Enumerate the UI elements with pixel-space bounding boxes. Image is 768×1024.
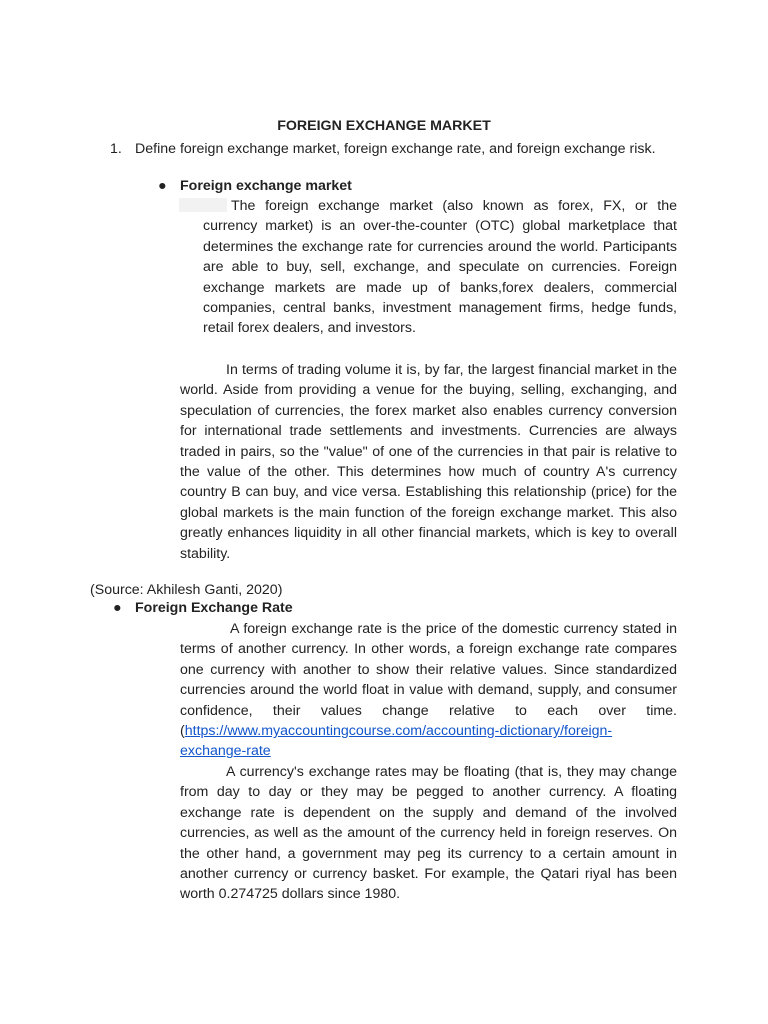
exchange-rate-paragraph-1 bbox=[180, 619, 677, 762]
paragraph-text: The foreign exchange market (also known as forex, FX, or the currency market) is an over-the-counter (OTC) global marketplace that determines the exchange rate for currencies around the world. Participants are able to buy, sell, exchange, and speculate on currencies. Foreign exchange markets are made up of banks,forex dealers, commercial companies, central banks, investment management firms, hedge funds, retail forex dealers, and investors. bbox=[203, 198, 677, 337]
source-citation: (Source: Akhilesh Ganti, 2020) bbox=[90, 582, 283, 598]
forex-market-paragraph-2: In terms of trading volume it is, by far, the largest financial market in the world. Aside from providing a venue for the buying, selling, exchanging, and speculation of currencies, the forex market also enables currency conversion for international trade settlements and investments. Currencies are always traded in pairs, so the "value" of one of the currencies in that pair is relative to the value of the other. This determines how much of country A's currency country B can buy, and vice versa. Establishing this relationship (price) for the global markets is the main function of the foreign exchange market. This also greatly enhances liquidity in all other financial markets, which is key to overall stability. bbox=[180, 362, 677, 562]
question-item bbox=[110, 140, 678, 158]
highlight-mark bbox=[179, 198, 227, 212]
bullet-icon: ● bbox=[113, 600, 122, 616]
section-heading-label: Foreign Exchange Rate bbox=[135, 600, 293, 616]
section-heading-forex-market bbox=[158, 176, 352, 196]
question-number: 1. bbox=[110, 141, 122, 157]
bullet-icon: ● bbox=[158, 178, 167, 194]
section-heading-label: Foreign exchange market bbox=[180, 178, 352, 194]
section-heading-exchange-rate bbox=[113, 598, 293, 618]
document-title: FOREIGN EXCHANGE MARKET bbox=[277, 118, 491, 134]
paragraph-text: A foreign exchange rate is the price of the domestic currency stated in terms of another currency. In other words, a foreign exchange rate compares one currency with another to show their relative values. Since standardized currencies around the world float in value with demand, supply, and consumer confidence, their values change relative to each over time. ( bbox=[180, 621, 677, 740]
reference-link[interactable]: https://www.myaccountingcourse.com/accounting-dictionary/foreign-exchange-rate bbox=[180, 723, 613, 760]
exchange-rate-paragraph-2: A currency's exchange rates may be floating (that is, they may change from day to day or they may be pegged to another currency. A floating exchange rate is dependent on the supply and demand of the involved currencies, as well as the amount of the currency held in foreign reserves. On the other hand, a government may peg its currency to a certain amount in another currency or currency basket. For example, the Qatari riyal has been worth 0.274725 dollars since 1980. bbox=[180, 764, 677, 903]
question-text: Define foreign exchange market, foreign exchange rate, and foreign exchange risk. bbox=[135, 141, 656, 157]
forex-market-paragraph-1 bbox=[203, 196, 677, 339]
